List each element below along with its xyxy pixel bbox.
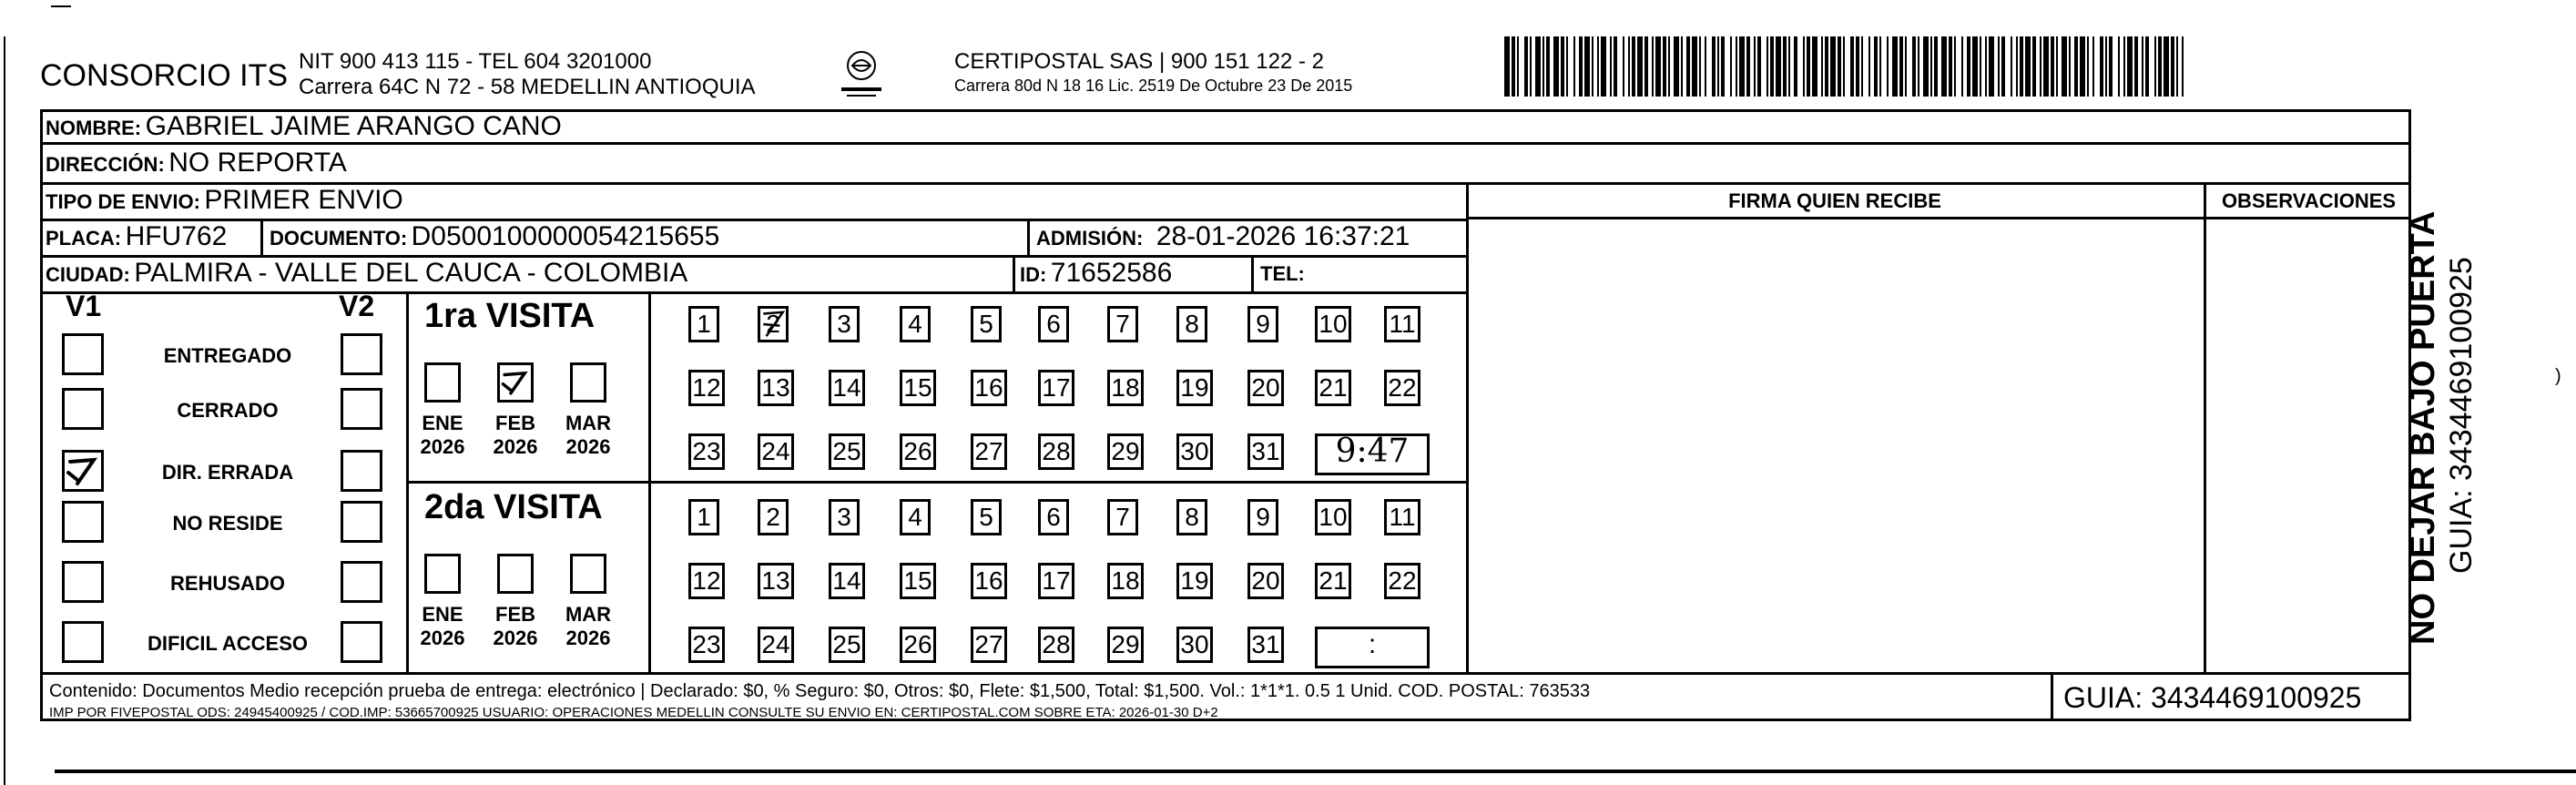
admision-divider [1027, 219, 1030, 255]
carrier-address: Carrera 80d N 18 16 Lic. 2519 De Octubre 23 De 2015 [954, 76, 1353, 95]
v2-checkbox[interactable] [341, 501, 382, 543]
footer-content-line: Contenido: Documentos Medio recepción prueba de entrega: electrónico | Declarado: $0, % Seguro: $0, Otros: $0, Flete: $1,500, Total: $1,500. Vol.: 1*1*1. 0.5 1 Unid. COD. POSTAL: 763533 [49, 681, 1591, 701]
tel-cell [1260, 262, 1305, 286]
day-box[interactable]: 13 [758, 563, 794, 599]
day-box[interactable]: 4 [900, 499, 931, 535]
id-cell [1020, 258, 1172, 289]
side-guia: GUIA: 3434469100925 [2444, 257, 2479, 574]
day-box[interactable]: 26 [900, 627, 936, 663]
column-line [1466, 182, 1469, 672]
month-label: ENE 2026 [420, 603, 465, 649]
day-box[interactable]: 4 [900, 306, 931, 342]
v2-checkbox[interactable] [341, 450, 382, 492]
day-box[interactable]: 14 [829, 563, 865, 599]
day-box[interactable]: 11 [1384, 306, 1420, 342]
month-label: FEB 2026 [493, 603, 538, 649]
footer-guia: GUIA: 3434469100925 [2063, 681, 2362, 714]
day-box[interactable]: 22 [1384, 563, 1420, 599]
month-checkbox-ene[interactable] [424, 362, 461, 403]
day-box[interactable]: 2 [758, 499, 789, 535]
guia-box-line [2051, 672, 2053, 721]
month-label: ENE 2026 [420, 412, 465, 458]
day-box[interactable]: 26 [900, 433, 936, 470]
row-line [40, 672, 2411, 675]
certipostal-logo [836, 46, 887, 100]
day-box[interactable]: 20 [1247, 563, 1284, 599]
day-box[interactable]: 1 [688, 306, 719, 342]
day-box[interactable]: 11 [1384, 499, 1420, 535]
day-box[interactable]: 8 [1176, 306, 1207, 342]
v2-checkbox[interactable] [341, 388, 382, 430]
month-checkbox-mar[interactable] [570, 362, 606, 403]
day-box[interactable]: 16 [971, 563, 1007, 599]
day-box[interactable]: 15 [900, 563, 936, 599]
tipo-envio-value: PRIMER ENVIO [204, 185, 403, 215]
day-box[interactable]: 6 [1038, 306, 1069, 342]
carrier-line: CERTIPOSTAL SAS | 900 151 122 - 2 [954, 49, 1324, 74]
tel-divider [1251, 255, 1254, 291]
nombre-value: GABRIEL JAIME ARANGO CANO [145, 111, 562, 141]
day-box[interactable]: 10 [1315, 499, 1351, 535]
company-name: CONSORCIO ITS [40, 58, 289, 93]
column-line [2204, 182, 2206, 672]
v2-checkbox[interactable] [341, 561, 382, 603]
day-box[interactable]: 29 [1107, 627, 1144, 663]
first-visit-title: 1ra VISITA [424, 297, 596, 335]
month-checkbox-ene[interactable] [424, 554, 461, 594]
row-line [40, 291, 1468, 294]
status-label: DIR. ERRADA [161, 461, 294, 484]
day-box[interactable]: 10 [1315, 306, 1351, 342]
status-label: NO RESIDE [172, 512, 283, 535]
day-box[interactable]: 12 [688, 563, 725, 599]
documento-label: DOCUMENTO: [270, 227, 408, 250]
ciudad-label: CIUDAD: [46, 263, 130, 286]
status-label: REHUSADO [170, 572, 285, 595]
day-box[interactable]: 30 [1176, 627, 1213, 663]
status-label: CERRADO [177, 399, 279, 422]
day-box[interactable]: 3 [829, 499, 860, 535]
day-box[interactable]: 30 [1176, 433, 1213, 470]
day-box[interactable]: 9 [1247, 499, 1278, 535]
day-box[interactable]: 28 [1038, 627, 1074, 663]
day-box[interactable]: 24 [758, 433, 794, 470]
day-box[interactable]: 25 [829, 433, 865, 470]
day-box[interactable]: 16 [971, 370, 1007, 406]
v1-checkbox[interactable] [62, 333, 104, 375]
day-box[interactable]: 13 [758, 370, 794, 406]
top-edge-mark [51, 5, 71, 7]
second-visit-title: 2da VISITA [424, 488, 603, 526]
tipo-envio-label: TIPO DE ENVIO: [46, 190, 200, 213]
ciudad-value: PALMIRA - VALLE DEL CAUCA - COLOMBIA [134, 258, 688, 288]
day-box[interactable]: 17 [1038, 370, 1074, 406]
first-visit-time[interactable]: 9:47 [1315, 433, 1430, 475]
side-instruction: NO DEJAR BAJO PUERTA [2404, 210, 2442, 645]
day-box[interactable]: 7 [1107, 306, 1138, 342]
id-divider [1013, 255, 1015, 291]
placa-divider [260, 219, 263, 255]
visit-split-line [406, 481, 1468, 484]
month-label: FEB 2026 [493, 412, 538, 458]
company-address: Carrera 64C N 72 - 58 MEDELLIN ANTIOQUIA [299, 75, 756, 99]
day-box[interactable]: 29 [1107, 433, 1144, 470]
nombre-row [46, 111, 562, 142]
day-box[interactable]: 21 [1315, 563, 1351, 599]
day-box[interactable]: 23 [688, 627, 725, 663]
v1-checkbox[interactable] [62, 621, 104, 663]
day-box[interactable]: 20 [1247, 370, 1284, 406]
admision-label: ADMISIÓN: [1036, 227, 1144, 250]
column-header-line [1466, 217, 2411, 219]
firma-header: FIRMA QUIEN RECIBE [1728, 189, 1941, 212]
day-box[interactable]: 18 [1107, 370, 1144, 406]
tipo-envio-row [46, 185, 403, 216]
left-edge-line [4, 36, 5, 785]
admision-value: 28-01-2026 16:37:21 [1156, 221, 1410, 251]
month-checkbox-feb[interactable] [497, 362, 534, 403]
v1-checkbox[interactable] [62, 561, 104, 603]
direccion-row [46, 148, 347, 178]
day-box[interactable]: 7 [1107, 499, 1138, 535]
day-box[interactable]: 27 [971, 627, 1007, 663]
ciudad-cell [46, 258, 687, 289]
day-box[interactable]: 6 [1038, 499, 1069, 535]
day-box[interactable]: 19 [1176, 563, 1213, 599]
id-value: 71652586 [1050, 258, 1173, 288]
id-label: ID: [1020, 263, 1047, 286]
observaciones-header: OBSERVACIONES [2221, 189, 2397, 212]
day-box[interactable]: 8 [1176, 499, 1207, 535]
day-box[interactable]: 12 [688, 370, 725, 406]
footer-imp-line: IMP POR FIVEPOSTAL ODS: 24945400925 / COD.IMP: 53665700925 USUARIO: OPERACIONES MEDELLIN CONSULTE SU ENVIO EN: CERTIPOSTAL.COM SOBRE ETA: 2026-01-30 D+2 [49, 705, 1218, 720]
v2-header: V2 [339, 290, 375, 322]
day-box[interactable]: 1 [688, 499, 719, 535]
day-box[interactable]: 19 [1176, 370, 1213, 406]
v1-checkbox[interactable] [62, 450, 104, 492]
day-box[interactable]: 15 [900, 370, 936, 406]
admision-cell [1036, 221, 1410, 252]
day-box[interactable]: 31 [1247, 433, 1284, 470]
day-box[interactable]: 17 [1038, 563, 1074, 599]
nombre-label: NOMBRE: [46, 117, 142, 139]
direccion-label: DIRECCIÓN: [46, 153, 165, 176]
day-box[interactable]: 21 [1315, 370, 1351, 406]
day-box[interactable]: 22 [1384, 370, 1420, 406]
day-box[interactable]: 3 [829, 306, 860, 342]
stray-mark: ) [2555, 366, 2561, 386]
day-box[interactable]: 9 [1247, 306, 1278, 342]
v1-checkbox[interactable] [62, 388, 104, 430]
barcode [1504, 36, 2184, 97]
bottom-edge-line [55, 770, 2576, 773]
day-box[interactable]: 2 [758, 306, 789, 342]
status-label: ENTREGADO [163, 344, 292, 367]
day-box[interactable]: 25 [829, 627, 865, 663]
v2-checkbox[interactable] [341, 621, 382, 663]
row-line [40, 142, 2411, 145]
v1-checkbox[interactable] [62, 501, 104, 543]
month-checkbox-mar[interactable] [570, 554, 606, 594]
placa-cell [46, 221, 227, 252]
day-box[interactable]: 23 [688, 433, 725, 470]
day-box[interactable]: 24 [758, 627, 794, 663]
day-box[interactable]: 5 [971, 306, 1002, 342]
placa-value: HFU762 [125, 221, 228, 251]
direccion-value: NO REPORTA [168, 148, 347, 178]
day-box[interactable]: 18 [1107, 563, 1144, 599]
month-label: MAR 2026 [565, 603, 612, 649]
company-nit-tel: NIT 900 413 115 - TEL 604 3201000 [299, 49, 652, 74]
month-label: MAR 2026 [565, 412, 612, 458]
second-visit-time[interactable]: : [1315, 627, 1430, 668]
documento-cell [270, 221, 719, 252]
day-box[interactable]: 28 [1038, 433, 1074, 470]
day-box[interactable]: 5 [971, 499, 1002, 535]
day-box[interactable]: 31 [1247, 627, 1284, 663]
tel-label: TEL: [1260, 262, 1305, 285]
month-checkbox-feb[interactable] [497, 554, 534, 594]
day-box[interactable]: 27 [971, 433, 1007, 470]
status-label: DIFICIL ACCESO [147, 632, 308, 655]
day-box[interactable]: 14 [829, 370, 865, 406]
documento-value: D0500100000054215655 [411, 221, 720, 251]
v2-checkbox[interactable] [341, 333, 382, 375]
placa-label: PLACA: [46, 227, 122, 250]
v1-header: V1 [66, 290, 102, 322]
